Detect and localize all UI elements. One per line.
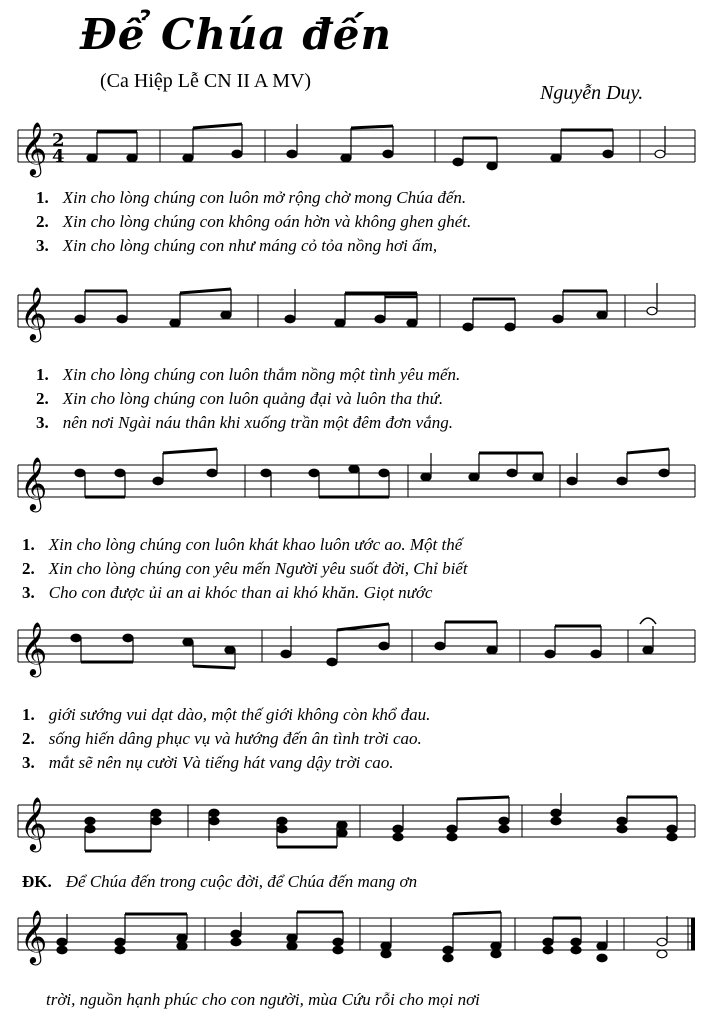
refrain-label: ĐK. — [22, 872, 52, 891]
music-staff-4 — [0, 610, 708, 690]
music-staff-5 — [0, 785, 708, 865]
song-subtitle: (Ca Hiệp Lễ CN II A MV) — [100, 70, 312, 92]
treble-clef-icon: 𝄞 — [20, 621, 48, 675]
time-sig-bottom: 4 — [52, 146, 65, 167]
lyric-verse-1: 1. giới sướng vui dạt dào, một thế giới không còn khổ đau. — [22, 705, 431, 724]
lyric-verse-2: 2. Xin cho lòng chúng con luôn quảng đại và luôn tha thứ. — [36, 389, 444, 408]
staff-system-3 — [0, 445, 708, 525]
lyric-verse-2: 2. sống hiến dâng phục vụ và hướng đến ân tình trời cao. — [22, 729, 422, 748]
lyric-verse-2: 2. Xin cho lòng chúng con không oán hờn và không ghen ghét. — [36, 212, 472, 231]
staff-system-2 — [0, 275, 708, 355]
music-staff-3 — [0, 445, 708, 525]
music-staff-1 — [0, 110, 708, 190]
treble-clef-icon: 𝄞 — [20, 909, 48, 963]
composer-name: Nguyễn Duy. — [540, 82, 644, 104]
lyric-verse-3: 3. Cho con được ủi an ai khóc than ai khó khăn. Giọt nước — [22, 583, 433, 602]
time-sig-top: 2 — [52, 130, 65, 151]
song-title: Để Chúa đến — [80, 10, 393, 59]
lyric-refrain-1: ĐK. Để Chúa đến trong cuộc đời, để Chúa đến mang ơn — [22, 872, 418, 891]
lyric-verse-1: 1. Xin cho lòng chúng con luôn thắm nồng một tình yêu mến. — [36, 365, 461, 384]
lyric-verse-2: 2. Xin cho lòng chúng con yêu mến Người yêu suốt đời, Chỉ biết — [22, 559, 468, 578]
lyric-verse-3: 3. Xin cho lòng chúng con như máng cỏ tỏa nồng hơi ấm, — [36, 236, 438, 255]
staff-system-1 — [0, 110, 708, 190]
staff-system-4 — [0, 610, 708, 690]
treble-clef-icon: 𝄞 — [20, 286, 48, 340]
treble-clef-icon: 𝄞 — [20, 456, 48, 510]
staff-system-6 — [0, 898, 708, 978]
lyric-refrain-2: trời, nguồn hạnh phúc cho con người, mùa Cứu rỗi cho mọi nơi — [46, 990, 480, 1009]
staff-system-5 — [0, 785, 708, 865]
lyric-verse-3: 3. mắt sẽ nên nụ cười Và tiếng hát vang dậy trời cao. — [22, 753, 394, 772]
lyric-verse-1: 1. Xin cho lòng chúng con luôn mở rộng chờ mong Chúa đến. — [36, 188, 467, 207]
treble-clef-icon: 𝄞 — [20, 121, 48, 175]
music-staff-2 — [0, 275, 708, 355]
lyric-verse-3: 3. nên nơi Ngài náu thân khi xuống trần một đêm đơn vắng. — [36, 413, 453, 432]
treble-clef-icon: 𝄞 — [20, 796, 48, 850]
music-staff-6 — [0, 898, 708, 978]
lyric-verse-1: 1. Xin cho lòng chúng con luôn khát khao luôn ước ao. Một thế — [22, 535, 463, 554]
fermata-icon — [640, 618, 656, 624]
